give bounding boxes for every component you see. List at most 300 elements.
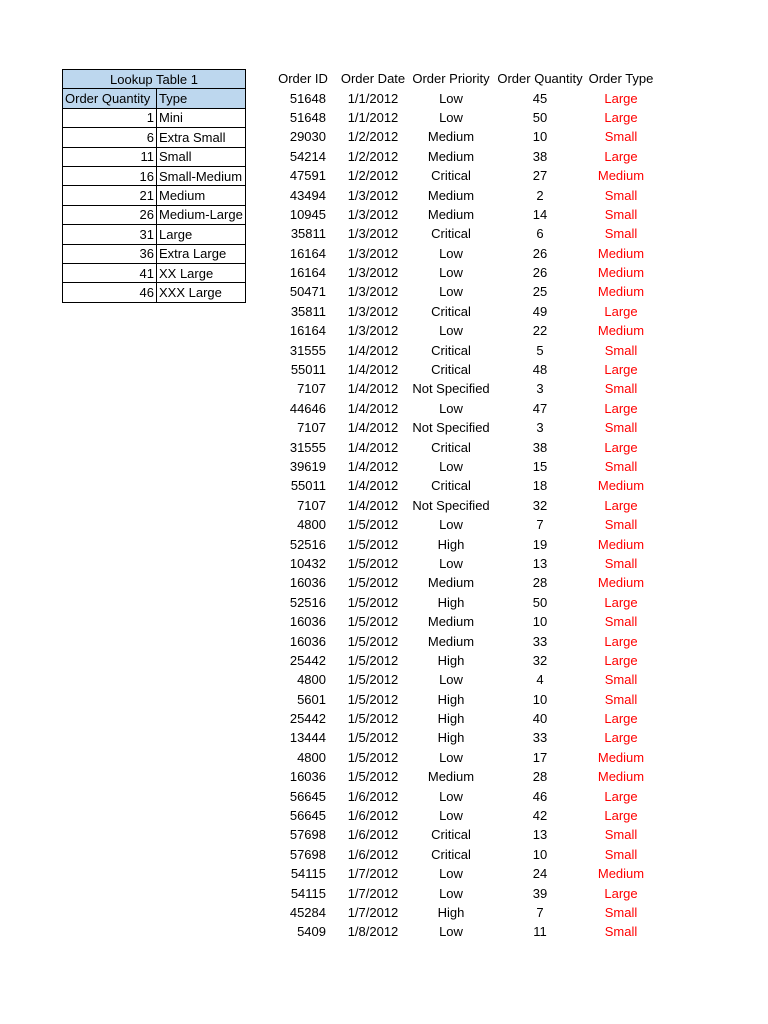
- cell-order-priority[interactable]: High: [437, 730, 465, 746]
- lookup-cell-qty[interactable]: 1: [63, 108, 157, 127]
- cell-order-quantity[interactable]: 25: [532, 284, 548, 300]
- cell-order-id[interactable]: 35811: [290, 226, 326, 242]
- cell-order-date[interactable]: 1/3/2012: [347, 284, 399, 300]
- cell-order-priority[interactable]: Low: [439, 866, 463, 882]
- cell-order-quantity[interactable]: 22: [532, 323, 548, 339]
- table-row: [266, 593, 658, 612]
- cell-order-id[interactable]: 44646: [289, 400, 326, 416]
- cell-order-date[interactable]: 1/4/2012: [347, 459, 399, 474]
- cell-order-quantity[interactable]: 40: [532, 711, 548, 727]
- table-row: [266, 903, 658, 922]
- cell-order-type[interactable]: Medium: [597, 478, 645, 494]
- cell-order-date[interactable]: 1/3/2012: [347, 226, 399, 242]
- cell-order-quantity[interactable]: 26: [532, 245, 548, 261]
- lookup-cell-type[interactable]: Mini: [157, 108, 246, 127]
- cell-order-id[interactable]: 4800: [297, 517, 326, 533]
- cell-order-type[interactable]: Medium: [597, 265, 645, 281]
- cell-order-id[interactable]: 51648: [289, 90, 326, 106]
- cell-order-type[interactable]: Small: [604, 226, 638, 242]
- cell-order-date[interactable]: 1/4/2012: [347, 342, 399, 358]
- cell-order-type[interactable]: Medium: [597, 769, 645, 785]
- cell-order-priority[interactable]: Low: [439, 924, 463, 940]
- cell-order-type[interactable]: Medium: [597, 575, 645, 591]
- lookup-title[interactable]: Lookup Table 1: [63, 70, 246, 89]
- cell-order-priority[interactable]: Low: [439, 885, 463, 901]
- cell-order-id[interactable]: 55011: [290, 478, 326, 494]
- table-row: [266, 108, 658, 127]
- cell-order-quantity[interactable]: 10: [532, 614, 548, 630]
- lookup-row: [63, 225, 246, 244]
- cell-order-priority[interactable]: High: [437, 904, 465, 920]
- table-row: [266, 244, 658, 263]
- orders-header-row: [266, 69, 658, 88]
- cell-order-type[interactable]: Small: [604, 342, 638, 358]
- cell-order-id[interactable]: 7107: [297, 420, 326, 436]
- cell-order-type[interactable]: Large: [604, 400, 638, 416]
- lookup-title-row: [63, 70, 246, 89]
- cell-order-date[interactable]: 1/3/2012: [347, 187, 399, 203]
- table-row: [266, 282, 658, 301]
- cell-order-type[interactable]: Small: [604, 691, 638, 707]
- cell-order-priority[interactable]: Low: [439, 788, 463, 804]
- header-order-date[interactable]: Order Date: [340, 71, 406, 87]
- cell-order-type[interactable]: Small: [604, 827, 638, 843]
- cell-order-id[interactable]: 52516: [289, 594, 326, 610]
- table-row: [266, 457, 658, 476]
- table-row: [266, 728, 658, 747]
- table-row: [266, 185, 658, 204]
- cell-order-date[interactable]: 1/5/2012: [347, 594, 399, 610]
- cell-order-id[interactable]: 56645: [289, 808, 326, 824]
- cell-order-id[interactable]: 16036: [289, 614, 326, 630]
- header-order-priority[interactable]: Order Priority: [412, 71, 490, 87]
- cell-order-date[interactable]: 1/5/2012: [347, 711, 399, 727]
- cell-order-date[interactable]: 1/5/2012: [347, 614, 399, 630]
- cell-order-type[interactable]: Medium: [597, 323, 645, 339]
- cell-order-priority[interactable]: Low: [439, 749, 463, 765]
- cell-order-priority[interactable]: Low: [439, 284, 463, 300]
- cell-order-date[interactable]: 1/3/2012: [347, 265, 399, 281]
- cell-order-type[interactable]: Medium: [597, 536, 645, 552]
- table-row: [266, 825, 658, 844]
- cell-order-type[interactable]: Small: [604, 420, 638, 436]
- cell-order-date[interactable]: 1/4/2012: [347, 381, 399, 397]
- cell-order-priority[interactable]: Medium: [427, 206, 475, 222]
- cell-order-date[interactable]: 1/5/2012: [347, 691, 399, 707]
- cell-order-id[interactable]: 57698: [289, 827, 326, 843]
- lookup-table: [62, 69, 246, 303]
- cell-order-type[interactable]: Large: [604, 303, 638, 319]
- cell-order-type[interactable]: Large: [604, 594, 638, 610]
- cell-order-priority[interactable]: Critical: [431, 439, 471, 455]
- cell-order-date[interactable]: 1/3/2012: [347, 206, 399, 222]
- lookup-row: [63, 128, 246, 147]
- cell-order-type[interactable]: Medium: [597, 245, 645, 261]
- cell-order-quantity[interactable]: 19: [532, 536, 548, 552]
- cell-order-id[interactable]: 13444: [289, 730, 326, 746]
- table-row: [266, 147, 658, 166]
- cell-order-id[interactable]: 16036: [289, 769, 326, 785]
- table-row: [266, 205, 658, 224]
- cell-order-id[interactable]: 29030: [289, 129, 326, 145]
- cell-order-quantity[interactable]: 11: [533, 924, 547, 940]
- cell-order-quantity[interactable]: 33: [532, 730, 548, 746]
- cell-order-type[interactable]: Medium: [597, 168, 645, 184]
- header-order-quantity[interactable]: Order Quantity: [497, 71, 583, 87]
- cell-order-quantity[interactable]: 50: [532, 109, 548, 125]
- cell-order-priority[interactable]: High: [437, 711, 465, 727]
- lookup-cell-type[interactable]: Extra Large: [157, 244, 246, 263]
- cell-order-date[interactable]: 1/6/2012: [347, 846, 399, 862]
- cell-order-type[interactable]: Medium: [597, 749, 645, 765]
- cell-order-priority[interactable]: Medium: [427, 187, 475, 203]
- cell-order-type[interactable]: Large: [604, 362, 638, 378]
- cell-order-id[interactable]: 16036: [289, 575, 326, 591]
- table-row: [266, 418, 658, 437]
- lookup-row: [63, 166, 246, 185]
- cell-order-priority[interactable]: High: [437, 536, 465, 552]
- cell-order-priority[interactable]: Critical: [431, 303, 471, 319]
- lookup-cell-qty[interactable]: 46: [63, 283, 157, 302]
- lookup-row: [63, 205, 246, 224]
- cell-order-type[interactable]: Large: [604, 885, 638, 901]
- cell-order-priority[interactable]: Medium: [427, 575, 475, 591]
- cell-order-quantity[interactable]: 3: [536, 420, 544, 436]
- cell-order-quantity[interactable]: 32: [532, 497, 548, 513]
- cell-order-priority[interactable]: High: [437, 652, 465, 668]
- cell-order-type[interactable]: Large: [604, 711, 638, 727]
- header-order-id[interactable]: Order ID: [278, 71, 328, 87]
- cell-order-quantity[interactable]: 7: [536, 517, 544, 533]
- table-row: [266, 321, 658, 340]
- table-row: [266, 845, 658, 864]
- cell-order-id[interactable]: 54214: [289, 148, 326, 164]
- cell-order-priority[interactable]: Low: [439, 400, 463, 416]
- cell-order-date[interactable]: 1/4/2012: [347, 400, 399, 416]
- cell-order-date[interactable]: 1/8/2012: [347, 924, 399, 940]
- cell-order-date[interactable]: 1/2/2012: [347, 129, 399, 145]
- cell-order-type[interactable]: Small: [604, 614, 638, 630]
- cell-order-id[interactable]: 4800: [297, 672, 326, 688]
- lookup-cell-type[interactable]: XX Large: [157, 263, 246, 282]
- lookup-header-row: [63, 89, 246, 108]
- cell-order-type[interactable]: Large: [604, 730, 638, 746]
- cell-order-quantity[interactable]: 17: [532, 749, 548, 765]
- lookup-row: [63, 108, 246, 127]
- cell-order-id[interactable]: 45284: [289, 904, 326, 920]
- cell-order-date[interactable]: 1/1/2012: [347, 90, 399, 106]
- cell-order-type[interactable]: Large: [604, 109, 638, 125]
- cell-order-priority[interactable]: Low: [439, 323, 463, 339]
- table-row: [266, 631, 658, 650]
- cell-order-quantity[interactable]: 39: [532, 885, 548, 901]
- cell-order-priority[interactable]: Medium: [427, 614, 475, 630]
- cell-order-id[interactable]: 7107: [297, 497, 326, 513]
- cell-order-priority[interactable]: Low: [439, 672, 463, 688]
- table-row: [266, 922, 658, 941]
- cell-order-quantity[interactable]: 48: [532, 362, 548, 378]
- cell-order-date[interactable]: 1/3/2012: [347, 303, 399, 319]
- table-row: [266, 496, 658, 515]
- lookup-row: [63, 186, 246, 205]
- table-row: [266, 360, 658, 379]
- orders-table: [266, 69, 658, 942]
- table-row: [266, 883, 658, 902]
- cell-order-id[interactable]: 43494: [289, 187, 326, 203]
- cell-order-date[interactable]: 1/3/2012: [347, 323, 399, 339]
- table-row: [266, 534, 658, 553]
- cell-order-type[interactable]: Small: [604, 187, 638, 203]
- cell-order-quantity[interactable]: 24: [532, 866, 548, 882]
- cell-order-quantity[interactable]: 47: [532, 400, 548, 416]
- lookup-row: [63, 244, 246, 263]
- cell-order-date[interactable]: 1/7/2012: [347, 866, 399, 882]
- cell-order-date[interactable]: 1/4/2012: [347, 420, 399, 436]
- cell-order-priority[interactable]: Low: [439, 808, 463, 824]
- cell-order-id[interactable]: 5409: [297, 924, 326, 940]
- lookup-cell-qty[interactable]: 41: [63, 263, 157, 282]
- cell-order-date[interactable]: 1/5/2012: [347, 672, 399, 688]
- cell-order-quantity[interactable]: 27: [532, 168, 548, 184]
- lookup-cell-type[interactable]: Medium: [157, 186, 246, 205]
- cell-order-date[interactable]: 1/2/2012: [347, 148, 399, 164]
- cell-order-quantity[interactable]: 45: [532, 90, 548, 106]
- cell-order-id[interactable]: 52516: [289, 536, 326, 552]
- cell-order-priority[interactable]: Low: [439, 245, 463, 261]
- cell-order-priority[interactable]: Medium: [427, 769, 475, 785]
- cell-order-type[interactable]: Small: [604, 129, 638, 145]
- cell-order-priority[interactable]: Medium: [427, 129, 475, 145]
- cell-order-id[interactable]: 56645: [289, 788, 326, 804]
- lookup-cell-qty[interactable]: 6: [63, 128, 157, 147]
- cell-order-priority[interactable]: Critical: [431, 342, 471, 358]
- cell-order-id[interactable]: 47591: [289, 168, 326, 184]
- cell-order-priority[interactable]: Critical: [431, 846, 471, 862]
- cell-order-type[interactable]: Large: [604, 439, 638, 455]
- cell-order-priority[interactable]: Low: [439, 555, 463, 571]
- cell-order-priority[interactable]: Medium: [427, 633, 475, 649]
- cell-order-id[interactable]: 55011: [290, 362, 326, 378]
- cell-order-id[interactable]: 54115: [290, 885, 326, 901]
- table-row: [266, 767, 658, 786]
- table-row: [266, 127, 658, 146]
- cell-order-date[interactable]: 1/4/2012: [347, 439, 399, 455]
- cell-order-type[interactable]: Small: [604, 381, 638, 397]
- cell-order-quantity[interactable]: 28: [532, 769, 548, 785]
- cell-order-priority[interactable]: Low: [439, 517, 463, 533]
- cell-order-id[interactable]: 57698: [289, 846, 326, 862]
- table-row: [266, 612, 658, 631]
- cell-order-date[interactable]: 1/5/2012: [347, 517, 399, 533]
- cell-order-quantity[interactable]: 26: [532, 265, 548, 281]
- cell-order-quantity[interactable]: 10: [532, 129, 548, 145]
- lookup-header-type[interactable]: Type: [157, 89, 246, 108]
- cell-order-id[interactable]: 16164: [289, 245, 326, 261]
- cell-order-id[interactable]: 54115: [290, 866, 326, 882]
- cell-order-quantity[interactable]: 18: [532, 478, 548, 494]
- cell-order-type[interactable]: Large: [604, 808, 638, 824]
- cell-order-quantity[interactable]: 13: [532, 827, 548, 843]
- cell-order-priority[interactable]: Critical: [431, 226, 471, 242]
- cell-order-priority[interactable]: Low: [439, 109, 463, 125]
- cell-order-priority[interactable]: High: [437, 691, 465, 707]
- table-row: [266, 476, 658, 495]
- table-row: [266, 399, 658, 418]
- cell-order-quantity[interactable]: 10: [532, 846, 548, 862]
- cell-order-id[interactable]: 10432: [289, 555, 326, 571]
- cell-order-id[interactable]: 5601: [297, 691, 326, 707]
- cell-order-type[interactable]: Small: [604, 924, 638, 940]
- cell-order-id[interactable]: 16164: [289, 323, 326, 339]
- cell-order-id[interactable]: 16036: [289, 633, 326, 649]
- cell-order-quantity[interactable]: 15: [532, 459, 548, 474]
- cell-order-id[interactable]: 50471: [289, 284, 326, 300]
- cell-order-quantity[interactable]: 5: [536, 342, 544, 358]
- cell-order-id[interactable]: 25442: [289, 711, 326, 727]
- cell-order-type[interactable]: Large: [604, 90, 638, 106]
- lookup-row: [63, 147, 246, 166]
- cell-order-type[interactable]: Large: [604, 497, 638, 513]
- cell-order-date[interactable]: 1/7/2012: [347, 885, 399, 901]
- cell-order-type[interactable]: Small: [604, 555, 638, 571]
- lookup-cell-type[interactable]: Large: [157, 225, 246, 244]
- cell-order-type[interactable]: Small: [604, 846, 638, 862]
- cell-order-date[interactable]: 1/5/2012: [347, 652, 399, 668]
- cell-order-type[interactable]: Small: [604, 904, 638, 920]
- cell-order-date[interactable]: 1/5/2012: [347, 749, 399, 765]
- cell-order-date[interactable]: 1/6/2012: [347, 808, 399, 824]
- cell-order-quantity[interactable]: 13: [532, 555, 548, 571]
- cell-order-type[interactable]: Large: [604, 148, 638, 164]
- cell-order-date[interactable]: 1/4/2012: [347, 362, 399, 378]
- table-row: [266, 864, 658, 883]
- cell-order-date[interactable]: 1/1/2012: [347, 109, 399, 125]
- cell-order-quantity[interactable]: 50: [532, 594, 548, 610]
- table-row: [266, 340, 658, 359]
- cell-order-date[interactable]: 1/5/2012: [347, 730, 399, 746]
- cell-order-date[interactable]: 1/5/2012: [347, 769, 399, 785]
- cell-order-quantity[interactable]: 10: [532, 691, 548, 707]
- cell-order-type[interactable]: Large: [604, 652, 638, 668]
- cell-order-type[interactable]: Large: [604, 788, 638, 804]
- table-row: [266, 224, 658, 243]
- cell-order-priority[interactable]: Critical: [431, 478, 471, 494]
- cell-order-date[interactable]: 1/3/2012: [347, 245, 399, 261]
- cell-order-date[interactable]: 1/5/2012: [347, 633, 399, 649]
- cell-order-quantity[interactable]: 32: [532, 652, 548, 668]
- cell-order-id[interactable]: 7107: [297, 381, 326, 397]
- cell-order-quantity[interactable]: 4: [536, 672, 544, 688]
- cell-order-date[interactable]: 1/2/2012: [347, 168, 399, 184]
- cell-order-priority[interactable]: Medium: [427, 148, 475, 164]
- cell-order-priority[interactable]: Not Specified: [412, 381, 490, 397]
- cell-order-priority[interactable]: Low: [439, 90, 463, 106]
- lookup-row: [63, 263, 246, 282]
- cell-order-priority[interactable]: Critical: [431, 827, 471, 843]
- header-order-type[interactable]: Order Type: [588, 71, 654, 87]
- lookup-cell-type[interactable]: Small-Medium: [157, 166, 246, 185]
- cell-order-id[interactable]: 51648: [289, 109, 326, 125]
- table-row: [266, 709, 658, 728]
- lookup-cell-type[interactable]: XXX Large: [157, 283, 246, 302]
- cell-order-type[interactable]: Small: [604, 672, 638, 688]
- table-row: [266, 786, 658, 805]
- cell-order-quantity[interactable]: 6: [536, 226, 544, 242]
- lookup-cell-qty[interactable]: 26: [63, 205, 157, 224]
- cell-order-priority[interactable]: Low: [439, 459, 463, 474]
- cell-order-quantity[interactable]: 28: [532, 575, 548, 591]
- cell-order-quantity[interactable]: 42: [532, 808, 548, 824]
- lookup-cell-type[interactable]: Medium-Large: [157, 205, 246, 224]
- cell-order-type[interactable]: Medium: [597, 866, 645, 882]
- lookup-cell-qty[interactable]: 36: [63, 244, 157, 263]
- table-row: [266, 166, 658, 185]
- cell-order-id[interactable]: 16164: [289, 265, 326, 281]
- lookup-cell-type[interactable]: Extra Small: [157, 128, 246, 147]
- lookup-header-qty[interactable]: Order Quantity: [63, 89, 157, 108]
- cell-order-type[interactable]: Medium: [597, 284, 645, 300]
- cell-order-date[interactable]: 1/5/2012: [347, 575, 399, 591]
- cell-order-quantity[interactable]: 7: [536, 904, 544, 920]
- cell-order-priority[interactable]: Critical: [431, 168, 471, 184]
- cell-order-date[interactable]: 1/5/2012: [347, 536, 399, 552]
- cell-order-id[interactable]: 39619: [289, 459, 326, 474]
- cell-order-id[interactable]: 35811: [290, 303, 326, 319]
- cell-order-id[interactable]: 4800: [297, 749, 326, 765]
- lookup-cell-qty[interactable]: 16: [63, 166, 157, 185]
- cell-order-id[interactable]: 25442: [289, 652, 326, 668]
- table-row: [266, 748, 658, 767]
- cell-order-priority[interactable]: Not Specified: [412, 497, 490, 513]
- cell-order-quantity[interactable]: 38: [532, 439, 548, 455]
- cell-order-type[interactable]: Small: [604, 206, 638, 222]
- cell-order-quantity[interactable]: 14: [532, 206, 548, 222]
- cell-order-date[interactable]: 1/4/2012: [347, 478, 399, 494]
- cell-order-date[interactable]: 1/6/2012: [347, 827, 399, 843]
- cell-order-id[interactable]: 10945: [289, 206, 326, 222]
- cell-order-quantity[interactable]: 38: [532, 148, 548, 164]
- cell-order-quantity[interactable]: 2: [536, 187, 544, 203]
- cell-order-priority[interactable]: Low: [439, 265, 463, 281]
- lookup-cell-type[interactable]: Small: [157, 147, 246, 166]
- cell-order-type[interactable]: Large: [604, 633, 638, 649]
- cell-order-type[interactable]: Small: [604, 517, 638, 533]
- cell-order-priority[interactable]: Not Specified: [412, 420, 490, 436]
- cell-order-id[interactable]: 31555: [289, 342, 326, 358]
- cell-order-type[interactable]: Small: [604, 459, 638, 474]
- table-row: [266, 554, 658, 573]
- lookup-cell-qty[interactable]: 21: [63, 186, 157, 205]
- table-row: [266, 88, 658, 107]
- lookup-cell-qty[interactable]: 11: [63, 147, 157, 166]
- table-row: [266, 437, 658, 456]
- cell-order-date[interactable]: 1/5/2012: [347, 555, 399, 571]
- cell-order-date[interactable]: 1/7/2012: [347, 904, 399, 920]
- cell-order-quantity[interactable]: 49: [532, 303, 548, 319]
- cell-order-date[interactable]: 1/4/2012: [347, 497, 399, 513]
- cell-order-priority[interactable]: High: [437, 594, 465, 610]
- table-row: [266, 651, 658, 670]
- cell-order-quantity[interactable]: 3: [536, 381, 544, 397]
- cell-order-id[interactable]: 31555: [289, 439, 326, 455]
- cell-order-priority[interactable]: Critical: [431, 362, 471, 378]
- cell-order-quantity[interactable]: 33: [532, 633, 548, 649]
- table-row: [266, 263, 658, 282]
- lookup-cell-qty[interactable]: 31: [63, 225, 157, 244]
- cell-order-quantity[interactable]: 46: [532, 788, 548, 804]
- cell-order-date[interactable]: 1/6/2012: [347, 788, 399, 804]
- table-row: [266, 302, 658, 321]
